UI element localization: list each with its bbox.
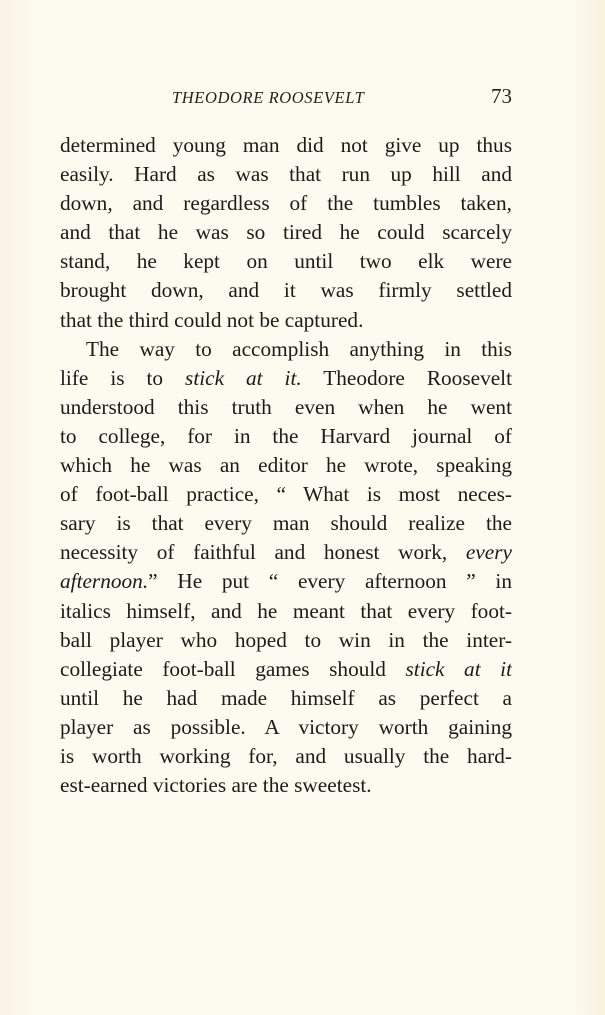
- paragraph-end-line: est-earned victories are the sweetest.: [60, 773, 372, 798]
- italic-emphasis: stick at it.: [185, 365, 302, 390]
- text-line: [60, 538, 512, 567]
- text-line: determined young man did not give up thus: [60, 133, 512, 157]
- text-line: ball player who hoped to win in the inter-: [60, 627, 512, 652]
- italic-emphasis: afternoon.: [60, 569, 149, 594]
- text-line: sary is that every man should realize the: [60, 511, 512, 536]
- running-head: THEODORE ROOSEVELT: [172, 88, 365, 107]
- text-line: and that he was so tired he could scarcely: [60, 220, 512, 245]
- page-number: 73: [491, 84, 512, 108]
- text-line: is worth working for, and usually the hard-: [60, 743, 512, 768]
- text-line: italics himself, and he meant that every foot-: [60, 598, 512, 623]
- text-run: necessity of faithful and honest work,: [60, 540, 466, 565]
- paragraph-end-line: that the third could not be captured.: [60, 307, 364, 332]
- body-text: [60, 131, 512, 800]
- text-line: brought down, and it was firmly settled: [60, 278, 512, 303]
- text-run: collegiate foot-ball games should: [60, 656, 406, 681]
- text-line: to college, for in the Harvard journal of: [60, 423, 512, 448]
- text-line: down, and regardless of the tumbles taken,: [60, 191, 512, 216]
- text-line: which he was an editor he wrote, speaking: [60, 453, 512, 478]
- text-line: player as possible. A victory worth gaining: [60, 714, 512, 739]
- page-header: [60, 84, 512, 114]
- text-run: Theodore Roosevelt: [301, 365, 512, 390]
- text-line: until he had made himself as perfect a: [60, 685, 512, 710]
- text-line: understood this truth even when he went: [60, 394, 512, 419]
- italic-emphasis: stick at it: [405, 656, 512, 681]
- text-line: [60, 364, 512, 393]
- italic-emphasis: every: [465, 540, 512, 565]
- text-line: of foot-ball practice, “ What is most neces-: [60, 482, 512, 507]
- text-line: stand, he kept on until two elk were: [60, 249, 512, 274]
- text-run: life is to: [60, 365, 186, 390]
- text-line: [60, 655, 512, 684]
- text-line: easily. Hard as was that run up hill and: [60, 162, 512, 187]
- text-run: ” He put “ every afternoon ” in: [148, 569, 512, 594]
- paragraph-start-line: The way to accomplish anything in this: [86, 336, 512, 361]
- text-line: [60, 567, 512, 596]
